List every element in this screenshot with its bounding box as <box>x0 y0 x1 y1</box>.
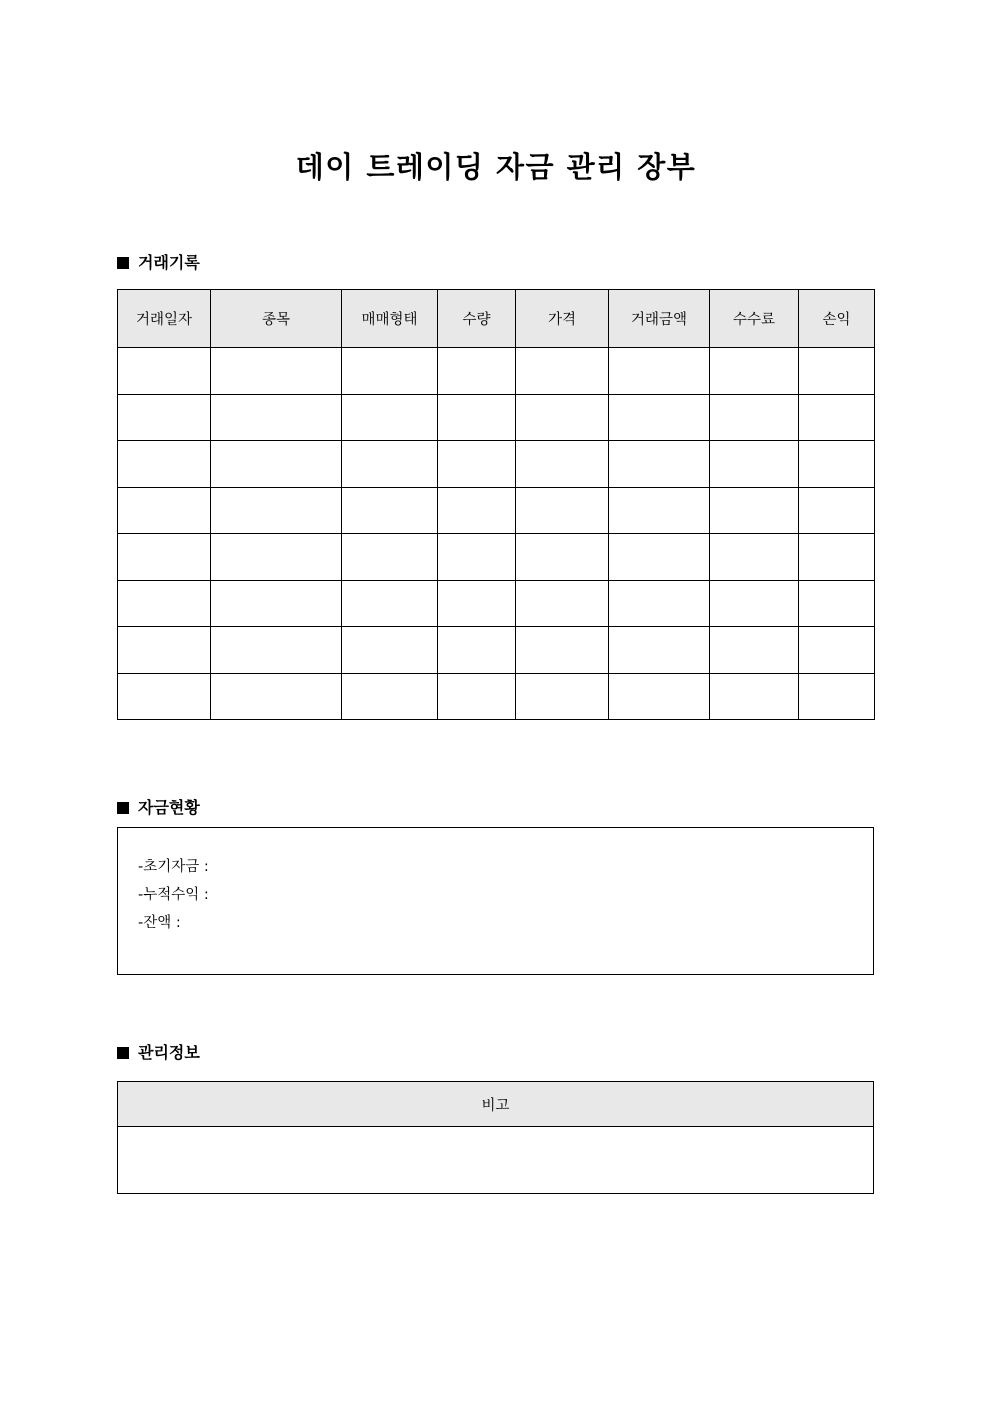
section-heading-trades <box>117 255 200 271</box>
cell-trade-type[interactable] <box>342 627 438 674</box>
page-title: 데이 트레이딩 자금 관리 장부 <box>295 150 697 185</box>
cell-trade-type[interactable] <box>342 348 438 395</box>
cell-profit-loss[interactable] <box>799 580 875 627</box>
table-row[interactable] <box>118 534 875 581</box>
table-row[interactable] <box>118 673 875 720</box>
cell-price[interactable] <box>516 627 609 674</box>
cell-trade-date[interactable] <box>118 627 211 674</box>
cell-symbol[interactable] <box>211 348 342 395</box>
cell-trade-amount[interactable] <box>609 534 710 581</box>
cell-quantity[interactable] <box>438 580 516 627</box>
cell-price[interactable] <box>516 534 609 581</box>
cell-trade-date[interactable] <box>118 441 211 488</box>
column-header-trade-type: 매매형태 <box>342 290 438 348</box>
cell-profit-loss[interactable] <box>799 394 875 441</box>
column-header-profit-loss: 손익 <box>799 290 875 348</box>
management-table-header <box>118 1082 874 1127</box>
cell-fee[interactable] <box>710 627 799 674</box>
cell-quantity[interactable] <box>438 394 516 441</box>
square-bullet-icon <box>117 1047 129 1059</box>
section-heading-trades-label: 거래기록 <box>138 253 200 272</box>
trade-table-body <box>118 348 875 720</box>
column-header-price: 가격 <box>516 290 609 348</box>
trade-table-header-row <box>118 290 875 348</box>
cell-trade-date[interactable] <box>118 394 211 441</box>
section-heading-management-label: 관리정보 <box>138 1043 200 1062</box>
table-row[interactable] <box>118 348 875 395</box>
management-info-table <box>117 1081 874 1194</box>
table-row[interactable] <box>118 580 875 627</box>
cell-fee[interactable] <box>710 441 799 488</box>
fund-line-cumulative-profit[interactable]: -누적수익 : <box>138 887 209 903</box>
cell-price[interactable] <box>516 348 609 395</box>
square-bullet-icon <box>117 257 129 269</box>
cell-fee[interactable] <box>710 673 799 720</box>
table-row[interactable] <box>118 394 875 441</box>
cell-profit-loss[interactable] <box>799 534 875 581</box>
cell-trade-date[interactable] <box>118 534 211 581</box>
cell-quantity[interactable] <box>438 441 516 488</box>
cell-price[interactable] <box>516 673 609 720</box>
cell-price[interactable] <box>516 394 609 441</box>
column-header-quantity: 수량 <box>438 290 516 348</box>
cell-quantity[interactable] <box>438 534 516 581</box>
cell-profit-loss[interactable] <box>799 673 875 720</box>
cell-trade-type[interactable] <box>342 441 438 488</box>
column-header-trade-amount: 거래금액 <box>609 290 710 348</box>
fund-line-balance[interactable]: -잔액 : <box>138 915 181 931</box>
cell-quantity[interactable] <box>438 673 516 720</box>
section-heading-management <box>117 1045 200 1061</box>
cell-trade-date[interactable] <box>118 673 211 720</box>
cell-symbol[interactable] <box>211 487 342 534</box>
table-row[interactable] <box>118 441 875 488</box>
cell-symbol[interactable] <box>211 673 342 720</box>
column-header-remarks: 비고 <box>118 1082 874 1127</box>
cell-trade-amount[interactable] <box>609 441 710 488</box>
cell-fee[interactable] <box>710 534 799 581</box>
cell-trade-date[interactable] <box>118 487 211 534</box>
cell-profit-loss[interactable] <box>799 627 875 674</box>
cell-remarks[interactable] <box>118 1127 874 1194</box>
cell-trade-date[interactable] <box>118 580 211 627</box>
cell-trade-amount[interactable] <box>609 394 710 441</box>
cell-trade-type[interactable] <box>342 534 438 581</box>
cell-trade-amount[interactable] <box>609 673 710 720</box>
square-bullet-icon <box>117 802 129 814</box>
cell-quantity[interactable] <box>438 487 516 534</box>
cell-trade-date[interactable] <box>118 348 211 395</box>
management-table-header-row <box>118 1082 874 1127</box>
trade-records-table <box>117 289 875 720</box>
cell-trade-amount[interactable] <box>609 487 710 534</box>
cell-price[interactable] <box>516 441 609 488</box>
cell-symbol[interactable] <box>211 627 342 674</box>
fund-status-box[interactable] <box>117 827 874 975</box>
management-table-body <box>118 1127 874 1194</box>
cell-price[interactable] <box>516 487 609 534</box>
cell-symbol[interactable] <box>211 394 342 441</box>
cell-symbol[interactable] <box>211 580 342 627</box>
cell-trade-amount[interactable] <box>609 627 710 674</box>
cell-trade-type[interactable] <box>342 580 438 627</box>
table-row[interactable] <box>118 627 875 674</box>
cell-trade-type[interactable] <box>342 394 438 441</box>
cell-symbol[interactable] <box>211 534 342 581</box>
cell-fee[interactable] <box>710 487 799 534</box>
cell-quantity[interactable] <box>438 627 516 674</box>
section-heading-funds-label: 자금현황 <box>138 798 200 817</box>
trade-table-header <box>118 290 875 348</box>
fund-line-initial-capital[interactable]: -초기자금 : <box>138 859 209 875</box>
cell-trade-type[interactable] <box>342 673 438 720</box>
cell-fee[interactable] <box>710 348 799 395</box>
section-heading-funds <box>117 800 200 816</box>
cell-profit-loss[interactable] <box>799 441 875 488</box>
column-header-trade-date: 거래일자 <box>118 290 211 348</box>
cell-fee[interactable] <box>710 580 799 627</box>
table-row[interactable] <box>118 487 875 534</box>
cell-trade-amount[interactable] <box>609 580 710 627</box>
cell-symbol[interactable] <box>211 441 342 488</box>
cell-price[interactable] <box>516 580 609 627</box>
cell-profit-loss[interactable] <box>799 348 875 395</box>
cell-profit-loss[interactable] <box>799 487 875 534</box>
cell-trade-type[interactable] <box>342 487 438 534</box>
cell-quantity[interactable] <box>438 348 516 395</box>
cell-trade-amount[interactable] <box>609 348 710 395</box>
table-row[interactable] <box>118 1127 874 1194</box>
column-header-fee: 수수료 <box>710 290 799 348</box>
column-header-symbol: 종목 <box>211 290 342 348</box>
cell-fee[interactable] <box>710 394 799 441</box>
